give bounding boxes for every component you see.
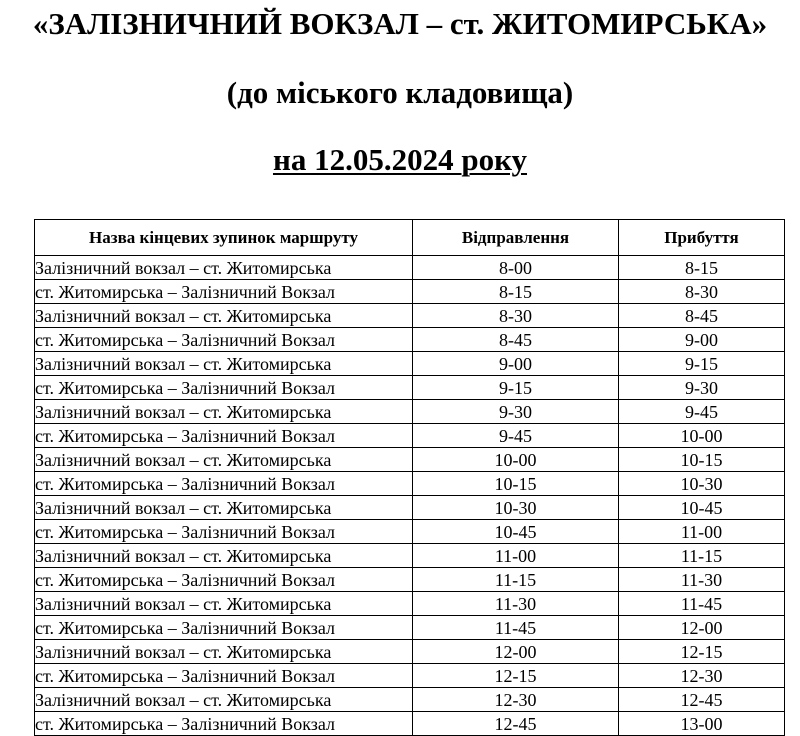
schedule-table — [34, 219, 785, 736]
arrival-cell: 9-15 — [619, 352, 785, 376]
table-row — [35, 376, 785, 400]
arrival-cell: 10-15 — [619, 448, 785, 472]
arrival-cell: 10-00 — [619, 424, 785, 448]
table-row — [35, 640, 785, 664]
route-cell: Залізничний вокзал – ст. Житомирська — [35, 448, 413, 472]
route-cell: Залізничний вокзал – ст. Житомирська — [35, 400, 413, 424]
route-cell: Залізничний вокзал – ст. Житомирська — [35, 544, 413, 568]
table-row — [35, 592, 785, 616]
departure-cell: 9-15 — [413, 376, 619, 400]
route-cell: ст. Житомирська – Залізничний Вокзал — [35, 424, 413, 448]
departure-cell: 11-00 — [413, 544, 619, 568]
table-row — [35, 568, 785, 592]
arrival-cell: 12-30 — [619, 664, 785, 688]
route-cell: Залізничний вокзал – ст. Житомирська — [35, 304, 413, 328]
route-cell: Залізничний вокзал – ст. Житомирська — [35, 496, 413, 520]
route-cell: ст. Житомирська – Залізничний Вокзал — [35, 568, 413, 592]
departure-cell: 9-00 — [413, 352, 619, 376]
arrival-cell: 10-45 — [619, 496, 785, 520]
route-cell: Залізничний вокзал – ст. Житомирська — [35, 592, 413, 616]
arrival-cell: 8-30 — [619, 280, 785, 304]
table-row — [35, 688, 785, 712]
route-cell: Залізничний вокзал – ст. Житомирська — [35, 256, 413, 280]
table-row — [35, 544, 785, 568]
departure-cell: 12-15 — [413, 664, 619, 688]
route-cell: ст. Житомирська – Залізничний Вокзал — [35, 472, 413, 496]
arrival-cell: 9-30 — [619, 376, 785, 400]
arrival-cell: 13-00 — [619, 712, 785, 736]
table-row — [35, 616, 785, 640]
departure-cell: 8-30 — [413, 304, 619, 328]
table-row — [35, 472, 785, 496]
header-arrival: Прибуття — [619, 220, 785, 256]
route-cell: ст. Житомирська – Залізничний Вокзал — [35, 280, 413, 304]
arrival-cell: 12-45 — [619, 688, 785, 712]
departure-cell: 10-00 — [413, 448, 619, 472]
route-cell: ст. Житомирська – Залізничний Вокзал — [35, 664, 413, 688]
arrival-cell: 12-15 — [619, 640, 785, 664]
departure-cell: 9-30 — [413, 400, 619, 424]
route-cell: ст. Житомирська – Залізничний Вокзал — [35, 328, 413, 352]
arrival-cell: 12-00 — [619, 616, 785, 640]
departure-cell: 12-30 — [413, 688, 619, 712]
arrival-cell: 11-15 — [619, 544, 785, 568]
table-row — [35, 280, 785, 304]
arrival-cell: 11-30 — [619, 568, 785, 592]
schedule-table-body — [35, 256, 785, 736]
departure-cell: 9-45 — [413, 424, 619, 448]
departure-cell: 12-00 — [413, 640, 619, 664]
table-row — [35, 352, 785, 376]
table-header-row — [35, 220, 785, 256]
arrival-cell: 9-00 — [619, 328, 785, 352]
departure-cell: 10-30 — [413, 496, 619, 520]
table-row — [35, 448, 785, 472]
route-cell: Залізничний вокзал – ст. Житомирська — [35, 688, 413, 712]
departure-cell: 10-45 — [413, 520, 619, 544]
arrival-cell: 11-00 — [619, 520, 785, 544]
route-cell: ст. Житомирська – Залізничний Вокзал — [35, 712, 413, 736]
arrival-cell: 9-45 — [619, 400, 785, 424]
document-subtitle: (до міського кладовища) — [226, 75, 574, 110]
header-route: Назва кінцевих зупинок маршруту — [35, 220, 413, 256]
arrival-cell: 8-15 — [619, 256, 785, 280]
table-row — [35, 304, 785, 328]
departure-cell: 11-30 — [413, 592, 619, 616]
table-row — [35, 256, 785, 280]
departure-cell: 8-45 — [413, 328, 619, 352]
departure-cell: 12-45 — [413, 712, 619, 736]
table-row — [35, 664, 785, 688]
table-row — [35, 496, 785, 520]
departure-cell: 10-15 — [413, 472, 619, 496]
route-cell: Залізничний вокзал – ст. Житомирська — [35, 352, 413, 376]
arrival-cell: 11-45 — [619, 592, 785, 616]
departure-cell: 8-00 — [413, 256, 619, 280]
arrival-cell: 10-30 — [619, 472, 785, 496]
arrival-cell: 8-45 — [619, 304, 785, 328]
table-row — [35, 328, 785, 352]
date-line-text: на 12.05.2024 року — [272, 142, 528, 177]
table-row — [35, 424, 785, 448]
route-cell: ст. Житомирська – Залізничний Вокзал — [35, 616, 413, 640]
route-cell: ст. Житомирська – Залізничний Вокзал — [35, 376, 413, 400]
departure-cell: 11-15 — [413, 568, 619, 592]
departure-cell: 11-45 — [413, 616, 619, 640]
document-title: «ЗАЛІЗНИЧНИЙ ВОКЗАЛ – ст. ЖИТОМИРСЬКА» — [32, 6, 768, 41]
table-row — [35, 520, 785, 544]
document-date-line — [0, 142, 800, 178]
header-departure: Відправлення — [413, 220, 619, 256]
table-row — [35, 712, 785, 736]
departure-cell: 8-15 — [413, 280, 619, 304]
route-cell: ст. Житомирська – Залізничний Вокзал — [35, 520, 413, 544]
route-cell: Залізничний вокзал – ст. Житомирська — [35, 640, 413, 664]
table-row — [35, 400, 785, 424]
